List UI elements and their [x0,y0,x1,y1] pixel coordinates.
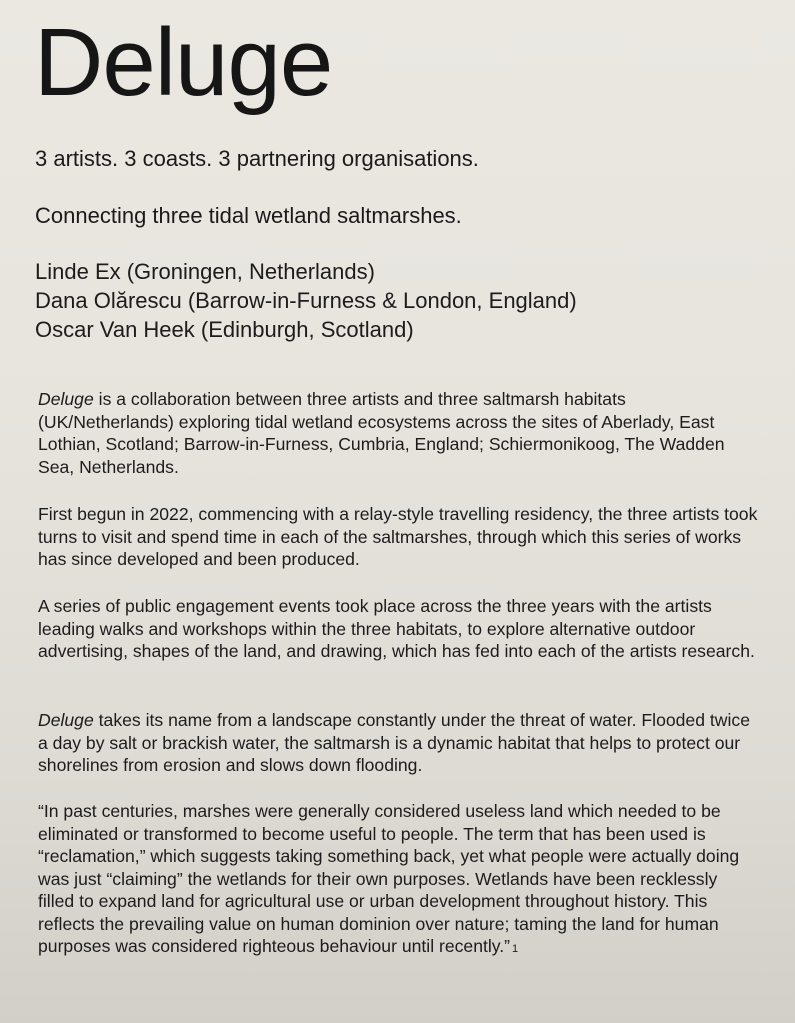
paragraph-collaboration [38,388,758,478]
tagline: 3 artists. 3 coasts. 3 partnering organisations. [35,146,479,171]
paragraph-engagement: A series of public engagement events took place across the three years with the artists leading walks and workshops within the three habitats, to explore alternative outdoor advertising, shapes of the land, and drawing, which has fed into each of the artists research. [38,596,755,661]
quote-paragraph [38,800,758,961]
artist-item: Dana Olărescu (Barrow-in-Furness & London, England) [35,288,577,313]
artist-list [35,257,577,344]
italic-title: Deluge [38,710,94,730]
exhibition-title: Deluge [34,9,333,116]
artist-item: Linde Ex (Groningen, Netherlands) [35,259,375,284]
footnote-marker: 1 [512,943,519,955]
paragraph-text: is a collaboration between three artists and three saltmarsh habitats (UK/Netherlands) exploring tidal wetland ecosystems across the sites of Aberlady, East Lothian, Scotland; Barrow-in-Furness, Cumbria, England; Schiermonikoog, The Wadden Sea, Netherlands. [38,389,725,477]
paragraph-residency: First begun in 2022, commencing with a relay-style travelling residency, the three artists took turns to visit and spend time in each of the saltmarshes, through which this series of works has since developed and been produced. [38,504,758,569]
paragraph-text: takes its name from a landscape constantly under the threat of water. Flooded twice a day by salt or brackish water, the saltmarsh is a dynamic habitat that helps to protect our shorelines from erosion and slows down flooding. [38,710,750,775]
italic-title: Deluge [38,389,94,409]
description-subtitle: Connecting three tidal wetland saltmarshes. [35,203,462,228]
quote-text: “In past centuries, marshes were generally considered useless land which needed to be eliminated or transformed to become useful to people. The term that has been used is “reclamation,” which suggests taking something back, yet what people were actually doing was just “claiming” the wetlands for their own purposes. Wetlands have been recklessly filled to expand land for agricultural use or urban development throughout history. This reflects the prevailing value on human dominion over nature; taming the land for human purposes was considered righteous behaviour until recently.” [38,801,740,956]
artist-item: Oscar Van Heek (Edinburgh, Scotland) [35,317,414,342]
paragraph-name-origin [38,709,758,777]
